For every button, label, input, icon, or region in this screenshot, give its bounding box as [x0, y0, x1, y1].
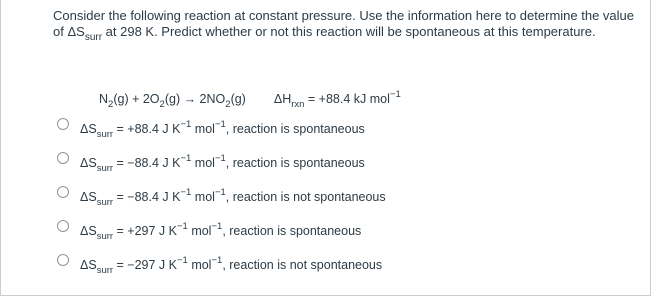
radio-button[interactable] [57, 220, 69, 232]
option-ds-sub: surr [96, 163, 114, 174]
radio-button[interactable] [57, 152, 69, 164]
option-label [80, 221, 362, 242]
option-ds-sub: surr [96, 265, 114, 276]
option-conclusion: , reaction is spontaneous [222, 224, 362, 238]
option-mol-exponent: −1 [214, 119, 226, 130]
enthalpy-value: = +88.4 kJ mol [304, 92, 390, 106]
option-mol: mol [191, 122, 215, 136]
answer-option[interactable] [57, 186, 386, 208]
reaction-n2-sub: 2 [108, 99, 114, 110]
option-conclusion: , reaction is spontaneous [225, 122, 365, 136]
enthalpy-label: ΔH [273, 92, 292, 106]
option-value: = −88.4 J K [113, 190, 181, 204]
option-k-exponent: −1 [180, 119, 192, 130]
option-conclusion: , reaction is not spontaneous [225, 190, 386, 204]
answer-option[interactable] [57, 118, 365, 140]
option-value: = −88.4 J K [113, 156, 181, 170]
answer-options [1, 0, 651, 296]
option-value: = −297 J K [113, 258, 177, 272]
enthalpy-exponent: −1 [389, 89, 401, 100]
option-k-exponent: −1 [180, 187, 192, 198]
option-ds-sub: surr [96, 129, 114, 140]
option-ds-label: ΔS [80, 224, 97, 238]
option-mol-exponent: −1 [211, 255, 223, 266]
enthalpy-sub: rxn [291, 99, 305, 110]
option-mol-exponent: −1 [214, 187, 226, 198]
question-text-part2: at 298 K. Predict whether or not this reaction will be spontaneous at this temperature. [102, 24, 596, 39]
option-ds-sub: surr [96, 197, 114, 208]
radio-button[interactable] [57, 186, 69, 198]
option-value: = +297 J K [113, 224, 177, 238]
question-text-subscript: surr [84, 32, 103, 43]
reaction-o2-sub: 2 [159, 99, 165, 110]
answer-option[interactable] [57, 254, 382, 276]
option-mol: mol [191, 190, 215, 204]
reaction-n2-state: (g) + 2O [113, 92, 160, 106]
reaction-n2: N [99, 92, 109, 106]
radio-button[interactable] [57, 118, 69, 130]
radio-button[interactable] [57, 254, 69, 266]
option-ds-label: ΔS [80, 190, 97, 204]
option-mol: mol [187, 224, 212, 238]
option-label [80, 153, 365, 174]
option-value: = +88.4 J K [113, 122, 181, 136]
option-label [80, 119, 365, 140]
answer-option[interactable] [57, 220, 361, 242]
answer-option[interactable] [57, 152, 365, 174]
option-k-exponent: −1 [177, 221, 188, 232]
reaction-o2-state: (g) → 2NO [164, 92, 226, 106]
option-label [80, 187, 386, 208]
option-mol-exponent: −1 [214, 153, 226, 164]
reaction-no2-sub: 2 [225, 99, 231, 110]
option-mol: mol [191, 156, 215, 170]
option-ds-label: ΔS [80, 258, 97, 272]
option-k-exponent: −1 [177, 255, 188, 266]
option-conclusion: , reaction is not spontaneous [222, 258, 383, 272]
option-mol-exponent: −1 [211, 221, 223, 232]
option-label [80, 255, 383, 276]
option-conclusion: , reaction is spontaneous [225, 156, 365, 170]
option-mol: mol [187, 258, 212, 272]
option-ds-sub: surr [96, 231, 114, 242]
option-k-exponent: −1 [180, 153, 192, 164]
option-ds-label: ΔS [80, 122, 97, 136]
reaction-no2-state: (g) [230, 92, 246, 106]
option-ds-label: ΔS [80, 156, 97, 170]
question-text-part1: Consider the following reaction at constant pressure. Use the information here to determine the value of ΔS [53, 8, 634, 39]
